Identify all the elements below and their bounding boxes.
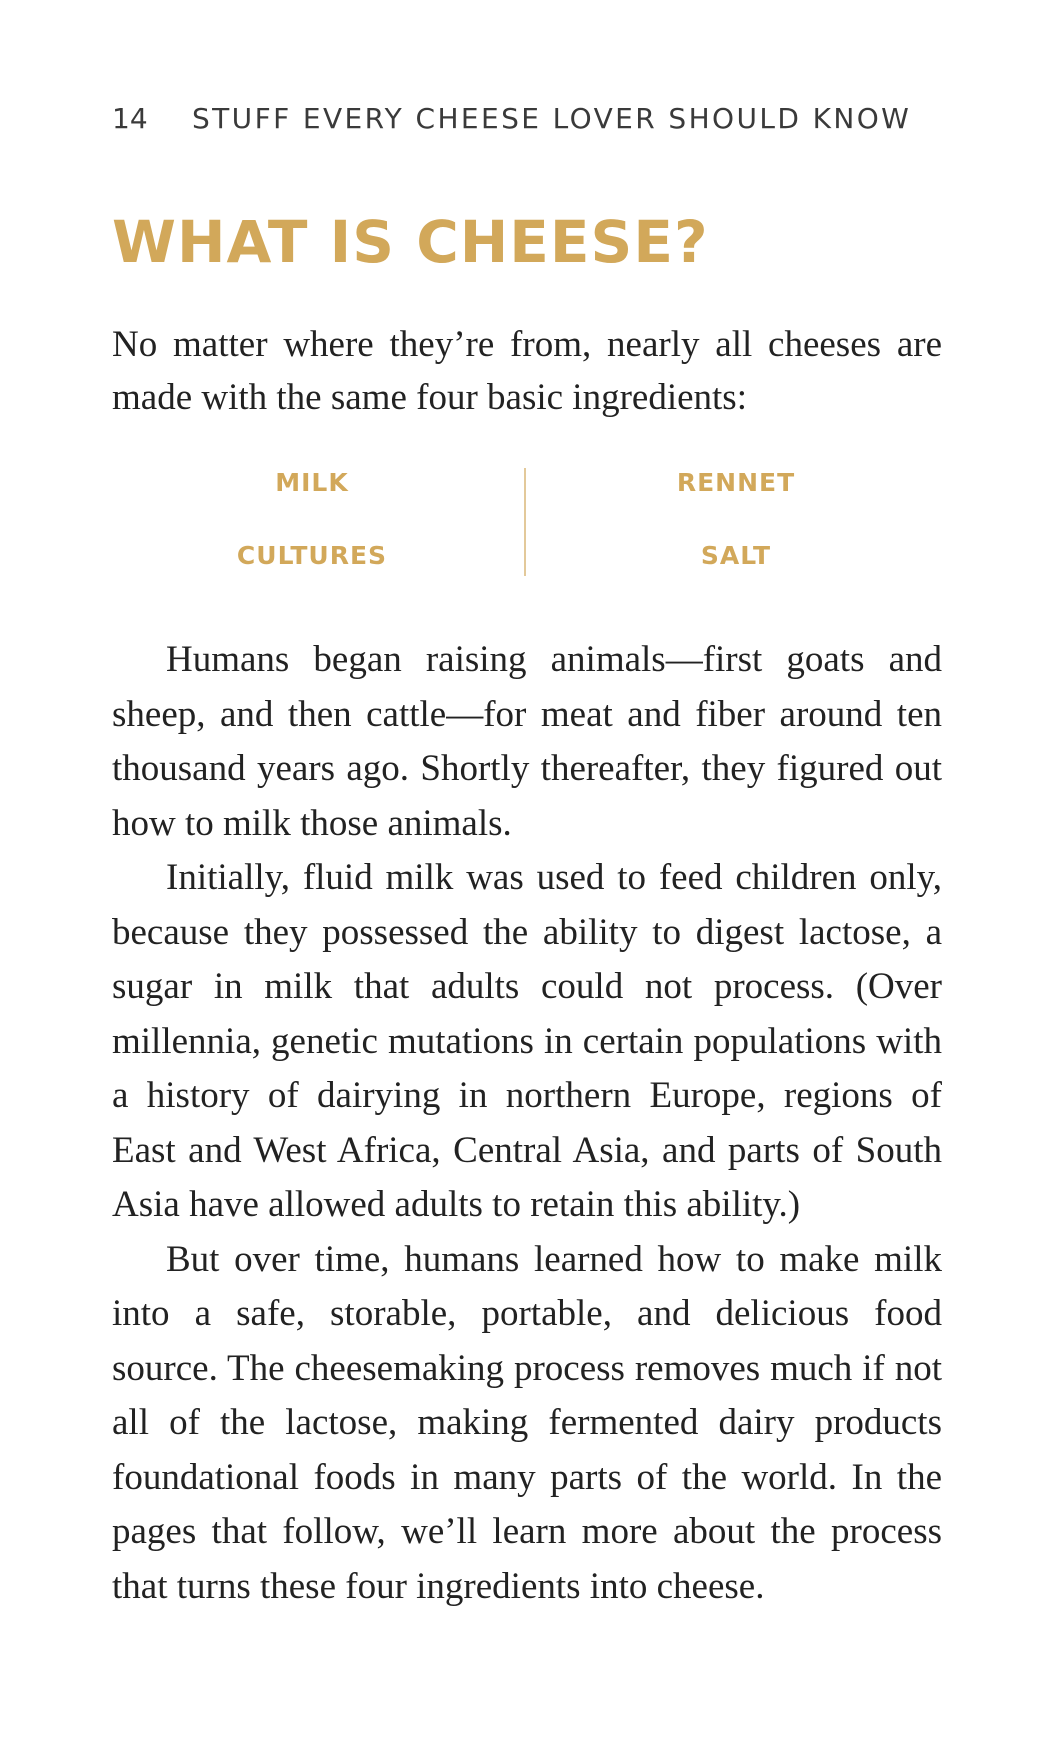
page-number: 14 bbox=[112, 102, 148, 135]
ingredient-salt: SALT bbox=[700, 541, 772, 570]
body-text bbox=[112, 633, 942, 1614]
book-title: STUFF EVERY CHEESE LOVER SHOULD KNOW bbox=[192, 102, 912, 135]
body-paragraph: Humans began raising animals—first goats and sheep, and then cattle—for meat and fiber around ten thousand years ago. Shortly thereafter, they figured out how to milk those animals. bbox=[112, 639, 942, 844]
running-head bbox=[112, 102, 911, 135]
ingredients-divider bbox=[524, 468, 526, 576]
ingredients-grid bbox=[112, 462, 942, 582]
intro-paragraph: No matter where they’re from, nearly all cheeses are made with the same four basic ingredients: bbox=[112, 324, 942, 418]
ingredient-rennet: RENNET bbox=[676, 468, 796, 497]
body-paragraph: But over time, humans learned how to make milk into a safe, storable, portable, and delicious food source. The cheesemaking process removes much if not all of the lactose, making fermented dairy products foundational foods in many parts of the world. In the pages that follow, we’ll learn more about the process that turns these four ingredients into cheese. bbox=[112, 1238, 942, 1607]
section-title: WHAT IS CHEESE? bbox=[112, 208, 709, 276]
ingredient-milk: MILK bbox=[275, 468, 349, 497]
body-paragraph: Initially, fluid milk was used to feed children only, because they possessed the ability to digest lactose, a sugar in milk that adults could not process. (Over millennia, genetic mutations in certain populations with a history of dairying in northern Europe, regions of East and West Africa, Central Asia, and parts of South Asia have allowed adults to retain this ability.) bbox=[112, 857, 942, 1225]
ingredient-cultures: CULTURES bbox=[236, 541, 388, 570]
